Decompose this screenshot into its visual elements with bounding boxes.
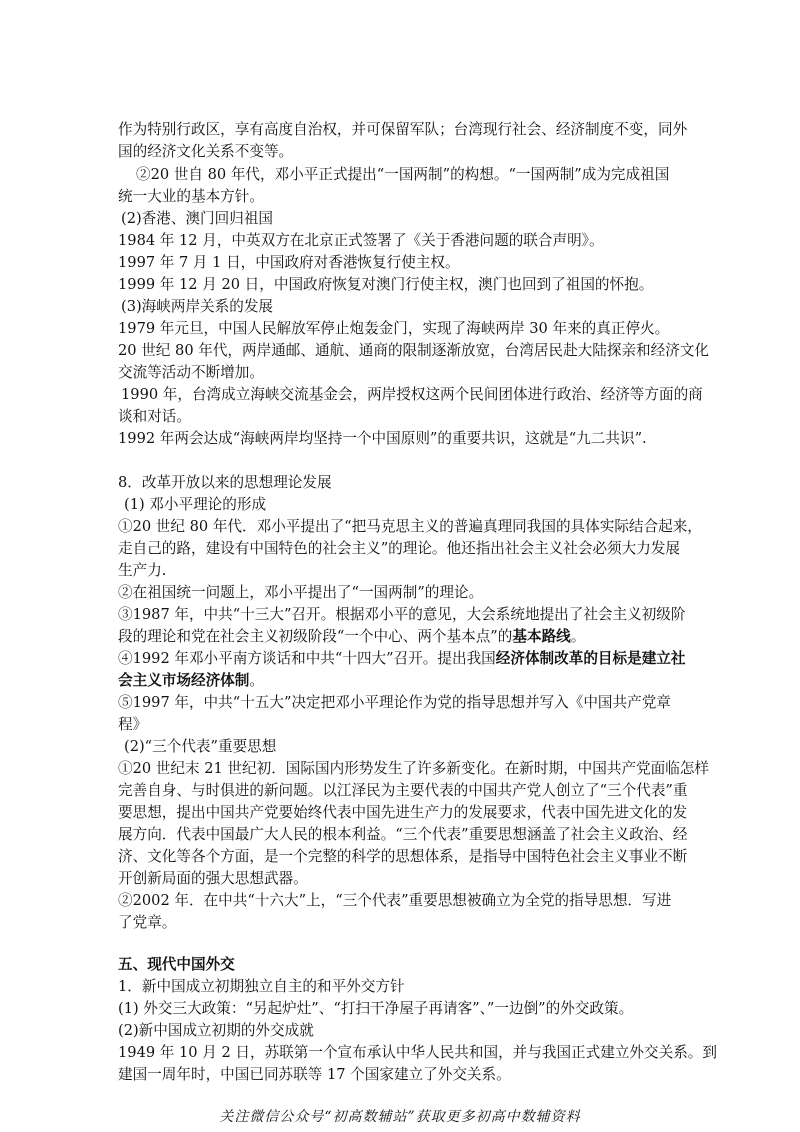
chapter-heading-text: 五、现代中国外交	[118, 955, 235, 973]
subheading: (3)海峡两岸关系的发展	[121, 297, 274, 315]
text-line: 作为特别行政区，享有高度自治权，并可保留军队；台湾现行社会、经济制度不变，同外	[118, 120, 688, 138]
text-line: 国的经济文化关系不变等。	[118, 142, 294, 160]
footer-watermark: 关注微信公众号“初高数辅站”获取更多初高中数辅资料	[219, 1109, 581, 1125]
subheading: (2)“三个代表”重要思想	[124, 737, 277, 755]
text-line: ④1992 年邓小平南方谈话和中共“十四大”召开。提出我国经济体制改革的目标是建立社	[118, 649, 686, 667]
text-line: 1979 年元旦，中国人民解放军停止炮轰金门，实现了海峡两岸 30 年来的真正停火。	[118, 319, 670, 337]
emphasis-text: 会主义市场经济体制	[118, 671, 250, 689]
section-heading: 1．新中国成立初期独立自主的和平外交方针	[118, 977, 405, 995]
text-line: 1949 年 10 月 2 日，苏联第一个宣布承认中华人民共和国，并与我国正式建立外交关系。到	[118, 1043, 717, 1061]
text-line: 会主义市场经济体制。	[118, 671, 264, 689]
text-line: 统一大业的基本方针。	[118, 187, 264, 205]
text-line: (1) 外交三大政策：“另起炉灶”、“打扫干净屋子再请客”、”一边倒”的外交政策。	[118, 999, 634, 1017]
text-line: 交流等活动不断增加。	[118, 363, 264, 381]
text-line: 谈和对话。	[118, 407, 191, 425]
text-line: ③1987 年，中共“十三大”召开。根据邓小平的意见，大会系统地提出了社会主义初级阶	[118, 605, 686, 623]
text-line: 要思想，提出中国共产党要始终代表中国先进生产力的发展要求，代表中国先进文化的发	[118, 803, 688, 821]
chapter-heading	[118, 955, 235, 975]
text-line: 了党章。	[118, 913, 177, 931]
text-line: 1984 年 12 月，中英双方在北京正式签署了《关于香港问题的联合声明》。	[118, 231, 604, 249]
text-line: 1992 年两会达成“海峡两岸均坚持一个中国原则”的重要共识，这就是“九二共识”.	[118, 429, 647, 447]
text-line: 1997 年 7 月 1 日，中国政府对香港恢复行使主权。	[118, 253, 460, 271]
text-line: ②20 世自 80 年代，邓小平正式提出“一国两制”的构想。“一国两制”成为完成祖国	[136, 165, 670, 183]
text-line: 济、文化等各个方面，是一个完整的科学的思想体系，是指导中国特色社会主义事业不断	[118, 847, 688, 865]
text-line: 开创新局面的强大思想武器。	[118, 869, 308, 887]
text-line: ②2002 年．在中共“十六大”上，“三个代表”重要思想被确立为全党的指导思想．写进	[118, 891, 672, 909]
section-heading: 8．改革开放以来的思想理论发展	[118, 473, 332, 491]
subheading: (1) 邓小平理论的形成	[124, 495, 267, 513]
text-line: 完善自身、与时俱进的新问题。以江泽民为主要代表的中国共产党人创立了“三个代表”重	[118, 781, 688, 799]
emphasis-text: 基本路线	[512, 627, 571, 645]
text-line: ①20 世纪末 21 世纪初．国际国内形势发生了许多新变化。在新时期，中国共产党面临怎样	[118, 759, 710, 777]
subheading: (2)新中国成立初期的外交成就	[118, 1021, 314, 1039]
text-line: 段的理论和党在社会主义初级阶段“一个中心、两个基本点”的基本路线。	[118, 627, 586, 645]
text-line: ②在祖国统一问题上，邓小平提出了“一国两制”的理论。	[118, 583, 484, 601]
subheading: (2)香港、澳门回归祖国	[121, 209, 274, 227]
text-line: ①20 世纪 80 年代．邓小平提出了“把马克思主义的普遍真理同我国的具体实际结合起来，	[118, 517, 702, 535]
text-line: 程》	[118, 715, 148, 733]
emphasis-text: 经济体制改革的目标是建立社	[495, 649, 686, 667]
text-line: 建国一周年时，中国已同苏联等 17 个国家建立了外交关系。	[118, 1065, 511, 1083]
text-line: 20 世纪 80 年代，两岸通邮、通航、通商的限制逐渐放宽，台湾居民赴大陆探亲和经济文化	[118, 341, 710, 359]
text-line: 展方向．代表中国最广大人民的根本利益。“三个代表”重要思想涵盖了社会主义政治、经	[118, 825, 688, 843]
text-line: 生产力.	[118, 561, 167, 579]
text-line: 1999 年 12 月 20 日，中国政府恢复对澳门行使主权，澳门也回到了祖国的怀抱。	[118, 275, 654, 293]
text-line: 走自己的路，建设有中国特色的社会主义”的理论。他还指出社会主义社会必须大力发展	[118, 539, 681, 557]
text-line: ⑤1997 年，中共“十五大”决定把邓小平理论作为党的指导思想并写入《中国共产党章	[118, 693, 671, 711]
text-line: 1990 年，台湾成立海峡交流基金会，两岸授权这两个民间团体进行政治、经济等方面的商	[121, 385, 703, 403]
